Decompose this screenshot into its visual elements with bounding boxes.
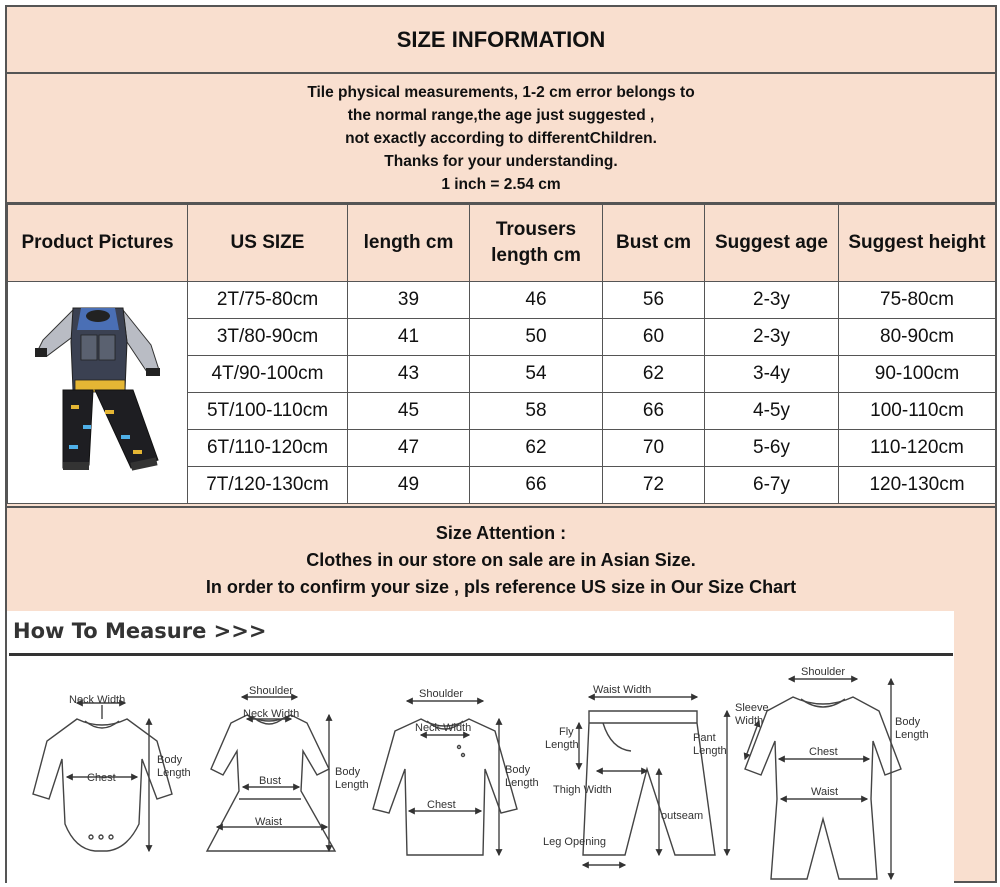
label-sleeve: Sleeve: [735, 702, 769, 714]
size-table: [7, 204, 996, 504]
cell-us-size: 6T/110-120cm: [188, 430, 348, 467]
label-bust: Bust: [259, 775, 282, 787]
cell-age: 3-4y: [705, 356, 839, 393]
cell-age: 4-5y: [705, 393, 839, 430]
attention-heading: Size Attention :: [435, 523, 567, 543]
how-to-measure-title: How To Measure >>>: [13, 619, 267, 643]
note-line: Tile physical measurements, 1-2 cm error belongs to: [307, 83, 695, 101]
label-length: Length: [157, 767, 191, 779]
cell-age: 5-6y: [705, 430, 839, 467]
cell-us-size: 7T/120-130cm: [188, 467, 348, 504]
cell-bust: 72: [603, 467, 705, 504]
cell-age: 2-3y: [705, 319, 839, 356]
cell-us-size: 3T/80-90cm: [188, 319, 348, 356]
label-shoulder: Shoulder: [419, 688, 464, 700]
cell-length: 49: [348, 467, 470, 504]
cell-length: 45: [348, 393, 470, 430]
label-outseam: outseam: [661, 810, 704, 822]
header-suggest-age: Suggest age: [705, 205, 839, 282]
cell-height: 90-100cm: [839, 356, 996, 393]
cell-length: 43: [348, 356, 470, 393]
label-neck-width: Neck Width: [415, 722, 472, 734]
header-trousers-length: Trousers length cm: [470, 205, 603, 282]
table-header-row: [8, 205, 996, 282]
header-product-pictures: Product Pictures: [8, 205, 188, 282]
note-line: the normal range,the age just suggested ,: [347, 106, 655, 124]
cell-us-size: 2T/75-80cm: [188, 282, 348, 319]
cell-trousers: 46: [470, 282, 603, 319]
cell-us-size: 4T/90-100cm: [188, 356, 348, 393]
cell-bust: 66: [603, 393, 705, 430]
note-line: not exactly according to differentChildren.: [345, 129, 657, 147]
size-chart-sheet: [5, 5, 997, 883]
page-title: SIZE INFORMATION: [7, 7, 995, 74]
label-waist: Waist: [255, 816, 283, 828]
label-leg-opening: Leg Opening: [543, 836, 606, 848]
table-row: [8, 282, 996, 319]
cell-height: 120-130cm: [839, 467, 996, 504]
attention-line: In order to confirm your size , pls reference US size in Our Size Chart: [205, 577, 797, 597]
cell-height: 100-110cm: [839, 393, 996, 430]
header-bust: Bust cm: [603, 205, 705, 282]
attention-line: Clothes in our store on sale are in Asian Size.: [306, 550, 696, 570]
header-length: length cm: [348, 205, 470, 282]
measure-diagrams: [7, 659, 954, 881]
cell-trousers: 66: [470, 467, 603, 504]
label-neck-width: Neck Width: [243, 708, 300, 720]
size-attention: [7, 506, 995, 613]
label-length: Length: [545, 739, 579, 751]
label-body: Body: [895, 716, 921, 728]
label-length: Length: [335, 779, 369, 791]
batman-pajama-image: [33, 290, 163, 490]
cell-length: 41: [348, 319, 470, 356]
label-body: Body: [335, 766, 361, 778]
label-shoulder: Shoulder: [801, 666, 846, 678]
cell-age: 6-7y: [705, 467, 839, 504]
label-waist: Waist: [811, 786, 839, 798]
cell-height: 75-80cm: [839, 282, 996, 319]
measurement-notes: [7, 74, 995, 204]
label-pant: Pant: [693, 732, 716, 744]
cell-trousers: 50: [470, 319, 603, 356]
label-waist-width: Waist Width: [593, 684, 652, 696]
label-length: Length: [895, 729, 929, 741]
label-width: Width: [735, 715, 764, 727]
label-shoulder: Shoulder: [249, 685, 294, 697]
label-neck-width: Neck Width: [69, 694, 126, 706]
header-us-size: US SIZE: [188, 205, 348, 282]
label-chest: Chest: [809, 746, 838, 758]
cell-height: 110-120cm: [839, 430, 996, 467]
label-body: Body: [157, 754, 183, 766]
product-picture: [8, 282, 188, 504]
cell-length: 39: [348, 282, 470, 319]
label-chest: Chest: [427, 799, 456, 811]
label-length: Length: [505, 777, 539, 789]
title-divider: [9, 653, 953, 656]
cell-bust: 70: [603, 430, 705, 467]
cell-trousers: 58: [470, 393, 603, 430]
cell-bust: 62: [603, 356, 705, 393]
cell-trousers: 62: [470, 430, 603, 467]
cell-trousers: 54: [470, 356, 603, 393]
label-thigh-width: Thigh Width: [553, 784, 612, 796]
how-to-measure-panel: [7, 611, 954, 883]
cell-bust: 56: [603, 282, 705, 319]
cell-bust: 60: [603, 319, 705, 356]
cell-us-size: 5T/100-110cm: [188, 393, 348, 430]
cell-age: 2-3y: [705, 282, 839, 319]
cell-length: 47: [348, 430, 470, 467]
header-suggest-height: Suggest height: [839, 205, 996, 282]
label-chest: Chest: [87, 772, 116, 784]
note-line: 1 inch = 2.54 cm: [441, 175, 561, 193]
cell-height: 80-90cm: [839, 319, 996, 356]
label-body: Body: [505, 764, 531, 776]
label-length: Length: [693, 745, 727, 757]
label-fly: Fly: [559, 726, 574, 738]
note-line: Thanks for your understanding.: [384, 152, 618, 170]
